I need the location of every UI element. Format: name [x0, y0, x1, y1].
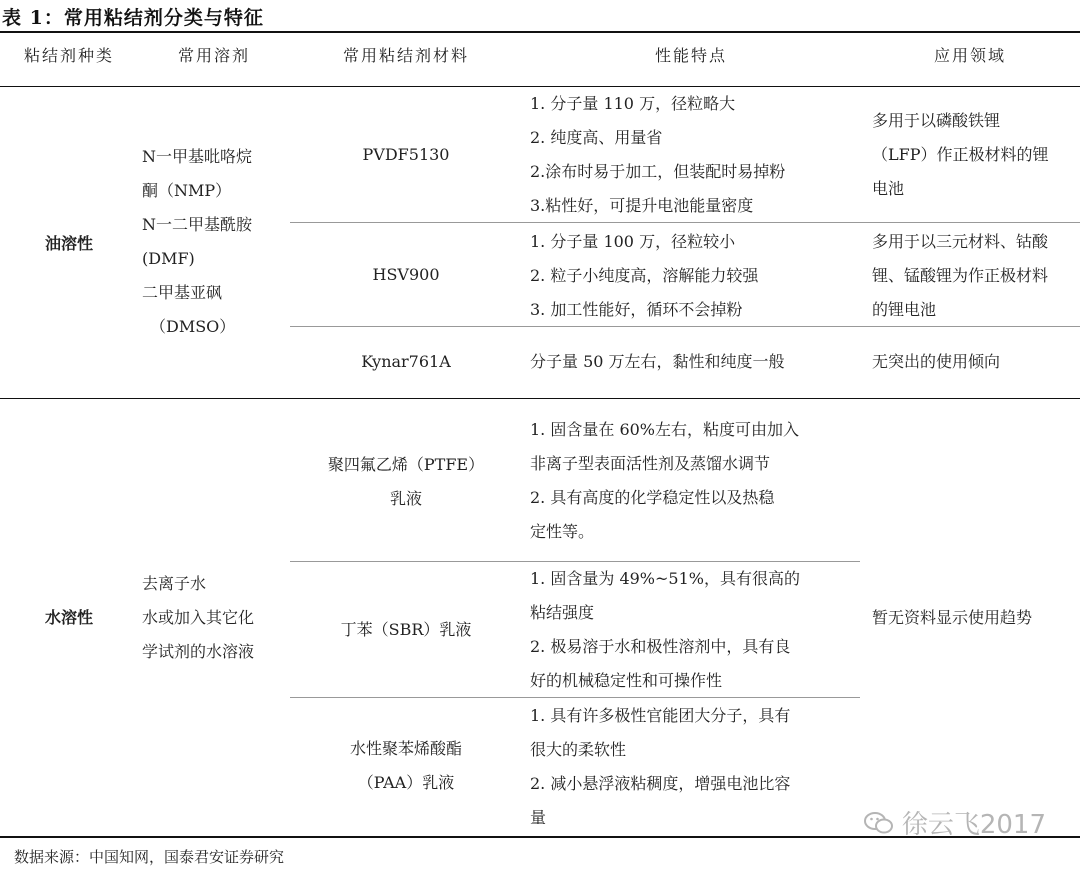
feature-line: 1. 固含量在 60%左右，粘度可由加入 — [530, 420, 800, 439]
application-line: 多用于以三元材料、钴酸 — [872, 232, 1049, 251]
feature-line: 2. 粒子小纯度高，溶解能力较强 — [530, 266, 759, 285]
header-material: 常用粘结剂材料 — [342, 46, 469, 65]
solvent-line: 二甲基亚砜 — [142, 283, 223, 302]
header-solvent: 常用溶剂 — [177, 46, 250, 65]
material-line: 聚四氟乙烯（PTFE） — [327, 455, 485, 474]
application-line: 电池 — [872, 179, 905, 198]
features-kynar761a — [530, 345, 785, 379]
solvent-line: 酮（NMP） — [142, 181, 232, 200]
top-rule — [0, 31, 1080, 33]
solvent-line: 去离子水 — [142, 574, 207, 593]
solvent-line: （DMSO） — [150, 317, 236, 336]
feature-line: 量 — [530, 808, 547, 827]
watermark — [864, 804, 1046, 841]
feature-line: 2. 具有高度的化学稳定性以及热稳 — [530, 488, 775, 507]
material-line: 丁苯（SBR）乳液 — [340, 620, 472, 639]
features-pvdf5130 — [530, 87, 785, 223]
watermark-text: 徐云飞2017 — [901, 810, 1046, 840]
material-line: 水性聚苯烯酸酯 — [349, 739, 462, 758]
feature-line: 好的机械稳定性和可操作性 — [530, 671, 723, 690]
feature-line: 1. 分子量 110 万，径粒略大 — [530, 94, 736, 113]
application-pvdf5130 — [872, 104, 1049, 206]
section-rule — [0, 398, 1080, 399]
table-title: 表 1：常用粘结剂分类与特征 — [2, 7, 264, 29]
solvent-line: (DMF) — [142, 249, 195, 268]
feature-line: 1. 具有许多极性官能团大分子，具有 — [530, 706, 791, 725]
feature-line: 定性等。 — [530, 522, 595, 541]
material-paa — [290, 732, 522, 800]
application-line: 的锂电池 — [872, 300, 937, 319]
material-line: 乳液 — [389, 489, 422, 508]
material-pvdf5130: PVDF5130 — [362, 145, 450, 164]
solvents-oil — [142, 140, 252, 344]
application-hsv900 — [872, 225, 1048, 327]
material-kynar761a: Kynar761A — [361, 352, 451, 371]
application-line: （LFP）作正极材料的锂 — [872, 145, 1049, 164]
feature-line: 分子量 50 万左右，黏性和纯度一般 — [530, 352, 785, 371]
application-kynar761a — [872, 345, 1000, 379]
material-sbr — [290, 613, 522, 647]
category-oil: 油溶性 — [44, 234, 93, 253]
feature-line: 2.涂布时易于加工，但装配时易掉粉 — [530, 162, 786, 181]
solvents-water — [142, 567, 254, 669]
feature-line: 2. 纯度高、用量省 — [530, 128, 663, 147]
header-features: 性能特点 — [654, 46, 727, 65]
features-sbr — [530, 562, 800, 698]
feature-line: 3. 加工性能好，循环不会掉粉 — [530, 300, 743, 319]
solvent-line: 学试剂的水溶液 — [142, 642, 255, 661]
feature-line: 1. 固含量为 49%~51%，具有很高的 — [530, 569, 800, 588]
application-water: 暂无资料显示使用趋势 — [872, 608, 1033, 627]
feature-line: 2. 极易溶于水和极性溶剂中，具有良 — [530, 637, 791, 656]
features-paa — [530, 699, 790, 835]
feature-line: 2. 减小悬浮液粘稠度，增强电池比容 — [530, 774, 791, 793]
application-line: 无突出的使用倾向 — [872, 352, 1001, 371]
feature-line: 3.粘性好，可提升电池能量密度 — [530, 196, 754, 215]
header-application: 应用领域 — [933, 46, 1006, 65]
features-hsv900 — [530, 225, 758, 327]
features-ptfe — [530, 413, 799, 549]
solvent-line: 水或加入其它化 — [142, 608, 255, 627]
application-line: 锂、锰酸锂为作正极材料 — [872, 266, 1049, 285]
category-water: 水溶性 — [44, 608, 93, 627]
solvent-line: N一甲基吡咯烷 — [142, 147, 253, 166]
feature-line: 粘结强度 — [530, 603, 595, 622]
feature-line: 非离子型表面活性剂及蒸馏水调节 — [530, 454, 771, 473]
source-note: 数据来源：中国知网，国泰君安证券研究 — [14, 848, 285, 866]
solvent-line: N一二甲基酰胺 — [142, 215, 253, 234]
header-category: 粘结剂种类 — [23, 46, 114, 65]
wechat-icon — [864, 812, 894, 834]
material-line: （PAA）乳液 — [357, 773, 455, 792]
material-hsv900: HSV900 — [372, 265, 440, 284]
feature-line: 很大的柔软性 — [530, 740, 627, 759]
application-line: 多用于以磷酸铁锂 — [872, 111, 1001, 130]
feature-line: 1. 分子量 100 万，径粒较小 — [530, 232, 736, 251]
material-ptfe — [290, 448, 522, 516]
